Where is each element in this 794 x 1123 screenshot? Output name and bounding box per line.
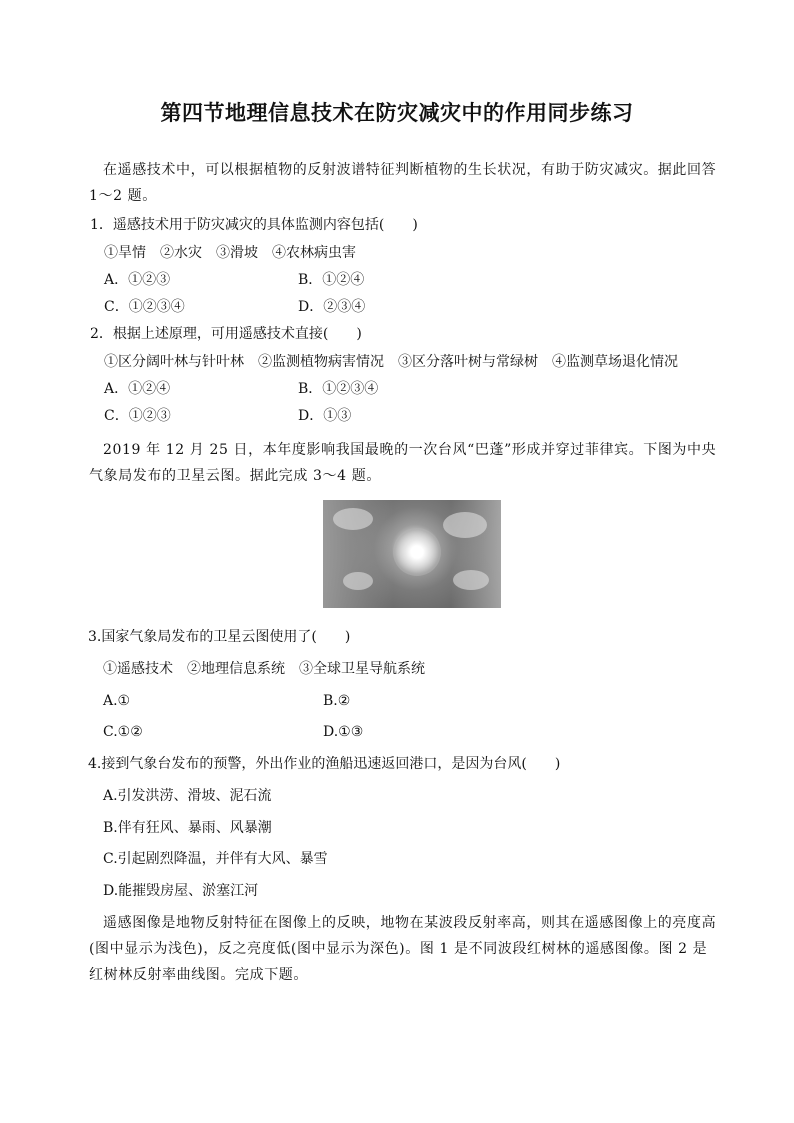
question-3-option-c: C.①② bbox=[103, 724, 143, 740]
intro-paragraph-1: 在遥感技术中，可以根据植物的反射波谱特征判断植物的生长状况，有助于防灾减灾。据此回答 1～2 题。 bbox=[89, 162, 717, 204]
question-1-option-a: A．①②③ bbox=[104, 272, 171, 288]
question-3-option-a: A.① bbox=[103, 693, 131, 709]
question-3-stem: 3.国家气象局发布的卫星云图使用了( ) bbox=[88, 629, 351, 645]
question-1-option-b: B．①②④ bbox=[298, 272, 365, 288]
intro-paragraph-3: 遥感图像是地物反射特征在图像上的反映，地物在某波段反射率高，则其在遥感图像上的亮度高(图中显示为浅色)，反之亮度低(图中显示为深色)。图 1 是不同波段红树林的遥感图像。图 2 是红树林反射率曲线图。完成下题。 bbox=[89, 915, 717, 983]
question-1-stem: 1．遥感技术用于防灾减灾的具体监测内容包括( ) bbox=[90, 217, 418, 233]
question-2-option-c: C．①②③ bbox=[104, 408, 171, 424]
question-2-items: ①区分阔叶林与针叶林 ②监测植物病害情况 ③区分落叶树与常绿树 ④监测草场退化情况 bbox=[104, 354, 678, 370]
question-4-option-b: B.伴有狂风、暴雨、风暴潮 bbox=[103, 820, 272, 836]
question-2-option-a: A．①②④ bbox=[104, 381, 171, 397]
question-2-stem: 2．根据上述原理，可用遥感技术直接( ) bbox=[90, 326, 362, 342]
question-3-option-d: D.①③ bbox=[323, 724, 364, 740]
question-2-option-b: B．①②③④ bbox=[298, 381, 379, 397]
question-3-items: ①遥感技术 ②地理信息系统 ③全球卫星导航系统 bbox=[103, 661, 425, 677]
question-1-option-c: C．①②③④ bbox=[104, 299, 185, 315]
question-4-option-c: C.引起剧烈降温，并伴有大风、暴雪 bbox=[103, 851, 328, 867]
question-4-option-a: A.引发洪涝、滑坡、泥石流 bbox=[103, 788, 272, 804]
question-4-stem: 4.接到气象台发布的预警，外出作业的渔船迅速返回港口，是因为台风( ) bbox=[88, 756, 561, 772]
question-1-items: ①旱情 ②水灾 ③滑坡 ④农林病虫害 bbox=[104, 245, 356, 261]
question-4-option-d: D.能摧毁房屋、淤塞江河 bbox=[103, 883, 259, 899]
question-3-option-b: B.② bbox=[323, 693, 351, 709]
satellite-cloud-image bbox=[323, 500, 501, 608]
intro-paragraph-2: 2019 年 12 月 25 日，本年度影响我国最晚的一次台风“巴蓬”形成并穿过菲律宾。下图为中央气象局发布的卫星云图。据此完成 3～4 题。 bbox=[89, 442, 717, 484]
question-2-option-d: D．①③ bbox=[298, 408, 352, 424]
page-title: 第四节地理信息技术在防灾减灾中的作用同步练习 bbox=[160, 100, 634, 125]
question-1-option-d: D．②③④ bbox=[298, 299, 366, 315]
